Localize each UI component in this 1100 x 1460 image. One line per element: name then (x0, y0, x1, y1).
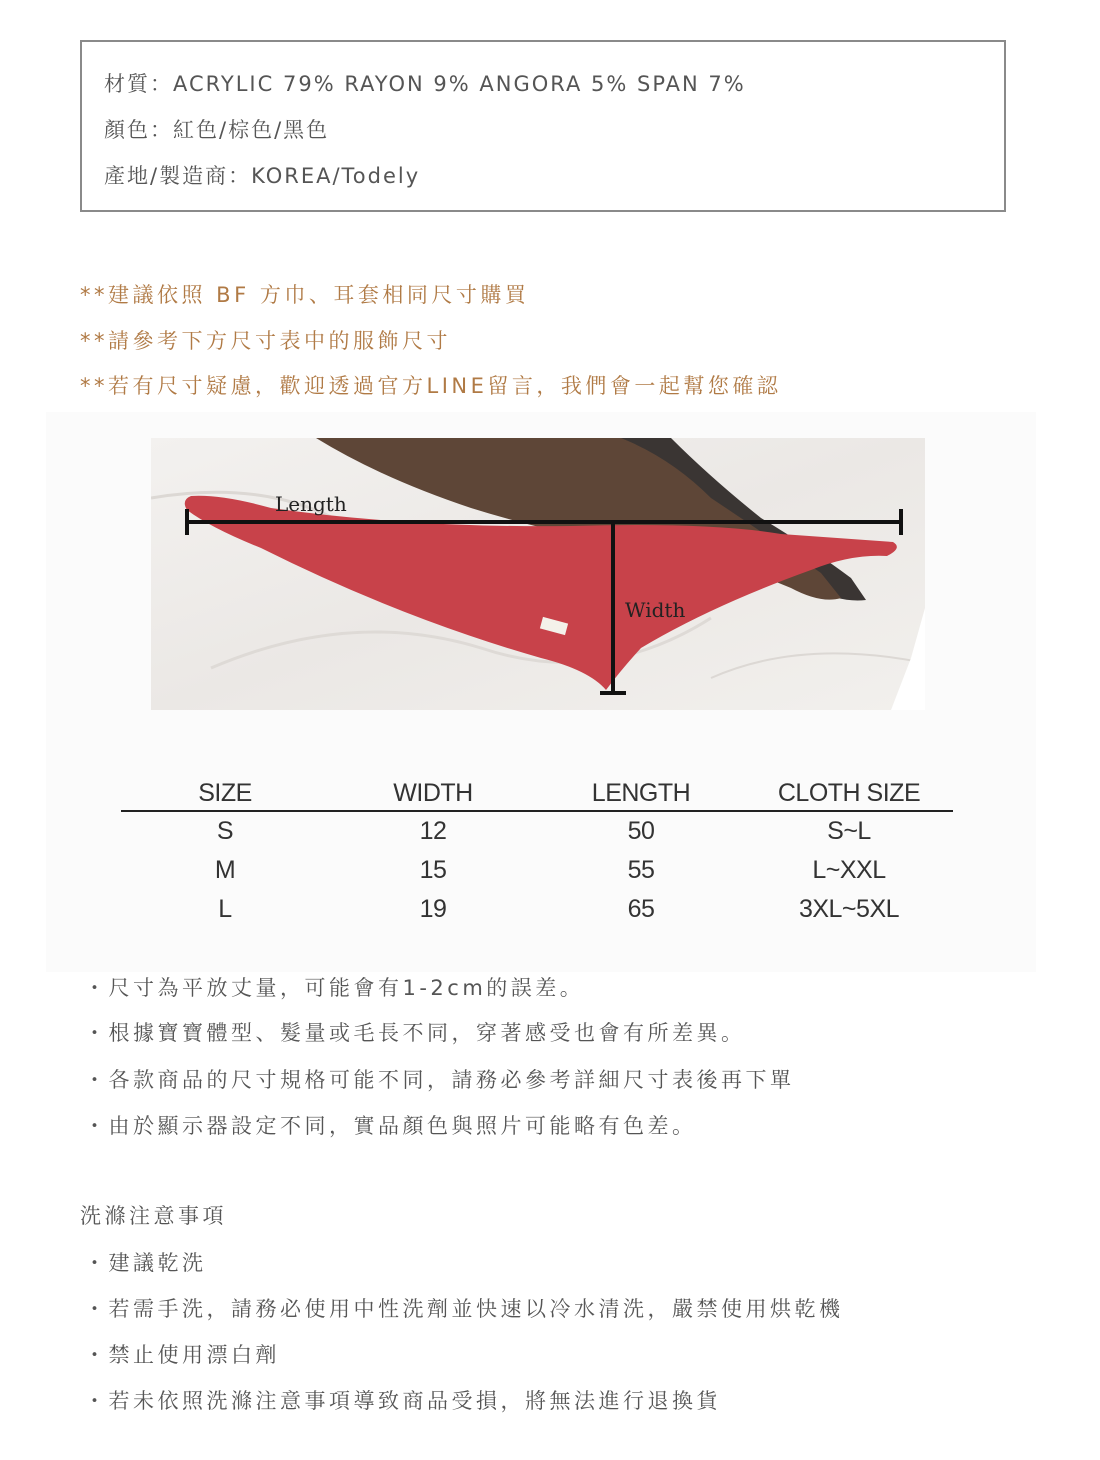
header-width: WIDTH (329, 770, 537, 811)
wash-item-1: ・建議乾洗 (84, 1251, 207, 1275)
wash-item-4: ・若未依照洗滌注意事項導致商品受損，將無法進行退換貨 (84, 1389, 721, 1413)
header-size: SIZE (121, 770, 329, 811)
header-cloth-size: CLOTH SIZE (745, 770, 953, 811)
table-row (121, 890, 953, 929)
table-cell: 15 (419, 856, 447, 884)
material-spec: 材質：ACRYLIC 79% RAYON 9% ANGORA 5% SPAN 7% (104, 72, 746, 96)
table-cell: S (216, 817, 234, 845)
length-label: Length (275, 492, 347, 516)
size-disclaimer-2: ・根據寶寶體型、髮量或毛長不同，穿著感受也會有所差異。 (84, 1021, 746, 1045)
table-cell: 50 (627, 817, 655, 845)
size-disclaimer-3: ・各款商品的尺寸規格可能不同，請務必參考詳細尺寸表後再下單 (84, 1068, 795, 1092)
wash-instructions-title: 洗滌注意事項 (80, 1204, 227, 1228)
size-note-2: **請參考下方尺寸表中的服飾尺寸 (80, 329, 451, 353)
table-cell: 3XL~5XL (798, 895, 900, 923)
product-measurement-photo (151, 438, 925, 710)
table-row (121, 851, 953, 890)
table-cell: L (218, 895, 232, 923)
table-cell: 65 (627, 895, 655, 923)
size-table-header (121, 770, 953, 811)
size-note-1: **建議依照 BF 方巾、耳套相同尺寸購買 (80, 283, 530, 307)
table-cell: 19 (419, 895, 447, 923)
table-row (121, 811, 953, 851)
width-label: Width (625, 598, 686, 622)
size-table (121, 770, 953, 929)
table-cell: 55 (627, 856, 655, 884)
origin-spec: 產地/製造商：KOREA/Todely (104, 164, 421, 188)
size-note-3: **若有尺寸疑慮，歡迎透過官方LINE留言，我們會一起幫您確認 (80, 374, 782, 398)
table-cell: 12 (419, 817, 447, 845)
size-disclaimer-1: ・尺寸為平放丈量，可能會有1-2cm的誤差。 (84, 976, 585, 1000)
table-cell: S~L (827, 817, 871, 845)
size-disclaimer-4: ・由於顯示器設定不同，實品顏色與照片可能略有色差。 (84, 1114, 697, 1138)
wash-item-3: ・禁止使用漂白劑 (84, 1343, 280, 1367)
header-length: LENGTH (537, 770, 745, 811)
color-spec: 顏色：紅色/棕色/黑色 (104, 118, 330, 142)
table-cell: M (214, 856, 236, 884)
spec-box (80, 40, 1006, 212)
wash-item-2: ・若需手洗，請務必使用中性洗劑並快速以冷水清洗，嚴禁使用烘乾機 (84, 1297, 844, 1321)
table-cell: L~XXL (812, 856, 886, 884)
